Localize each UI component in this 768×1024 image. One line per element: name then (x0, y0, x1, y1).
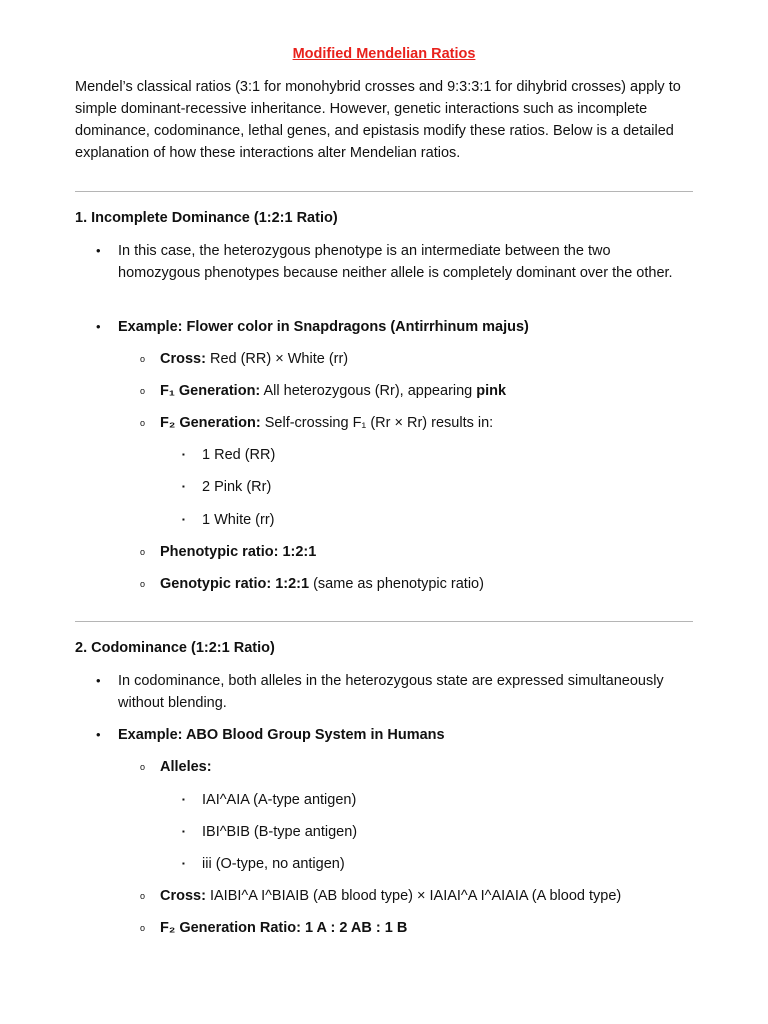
divider (75, 621, 693, 622)
f2-text: Self-crossing F₁ (Rr × Rr) results in: (264, 415, 494, 431)
square-marker: ▪ (182, 482, 185, 491)
section-heading-codominance: 2. Codominance (1:2:1 Ratio) (75, 640, 275, 656)
bullet-marker: • (96, 673, 101, 688)
list-item: 1 Red (RR) (202, 447, 276, 463)
square-marker: ▪ (182, 515, 185, 524)
genotypic-ratio-item (160, 573, 484, 595)
circle-marker: o (140, 418, 146, 428)
cross-item (160, 885, 621, 907)
circle-marker: o (140, 547, 146, 557)
f1-item (160, 380, 506, 402)
list-item: iii (O-type, no antigen) (202, 856, 345, 872)
circle-marker: o (140, 762, 146, 772)
f1-label: F₁ Generation: (160, 383, 261, 399)
list-item: 1 White (rr) (202, 512, 275, 528)
divider (75, 191, 693, 192)
bullet-marker: • (96, 727, 101, 742)
alleles-label: Alleles: (160, 759, 212, 775)
genotypic-label: Genotypic ratio: 1:2:1 (160, 576, 310, 592)
f2-item (160, 412, 493, 434)
circle-marker: o (140, 354, 146, 364)
list-item: IBI^BIB (B-type antigen) (202, 824, 358, 840)
f1-bold-word: pink (476, 383, 507, 399)
f2-label: F₂ Generation: (160, 415, 261, 431)
section-heading-incomplete-dominance: 1. Incomplete Dominance (1:2:1 Ratio) (75, 210, 338, 226)
cross-label: Cross: (160, 351, 206, 367)
square-marker: ▪ (182, 450, 185, 459)
example-heading: Example: ABO Blood Group System in Humans (118, 727, 445, 743)
section-description: In codominance, both alleles in the heterozygous state are expressed simultaneously without blending. (118, 673, 664, 711)
square-marker: ▪ (182, 827, 185, 836)
cross-text: IAIBI^A I^BIAIB (AB blood type) × IAIAI^A I^AIAIA (A blood type) (209, 888, 622, 904)
f1-text: All heterozygous (Rr), appearing (263, 383, 473, 399)
circle-marker: o (140, 579, 146, 589)
circle-marker: o (140, 923, 146, 933)
document-title: Modified Mendelian Ratios (292, 46, 476, 62)
section-description: In this case, the heterozygous phenotype is an intermediate between the two homozygous phenotypes because neither allele is completely dominant over the other. (118, 243, 673, 281)
phenotypic-ratio: Phenotypic ratio: 1:2:1 (160, 544, 317, 560)
square-marker: ▪ (182, 859, 185, 868)
circle-marker: o (140, 891, 146, 901)
cross-label: Cross: (160, 888, 206, 904)
intro-paragraph: Mendel’s classical ratios (3:1 for monohybrid crosses and 9:3:3:1 for dihybrid crosses) apply to simple dominant-recessive inheritance. However, genetic interactions such as incomplete dominance, codominance, lethal genes, and epistasis modify these ratios. Below is a detailed explanation of how these interactions alter Mendelian ratios. (75, 79, 681, 161)
list-item: IAI^AIA (A-type antigen) (202, 792, 357, 808)
cross-item (160, 348, 348, 370)
square-marker: ▪ (182, 795, 185, 804)
genotypic-text: (same as phenotypic ratio) (313, 576, 484, 592)
bullet-marker: • (96, 319, 101, 334)
circle-marker: o (140, 386, 146, 396)
f2-generation-ratio: F₂ Generation Ratio: 1 A : 2 AB : 1 B (160, 920, 408, 936)
example-heading: Example: Flower color in Snapdragons (Antirrhinum majus) (118, 319, 529, 335)
bullet-marker: • (96, 243, 101, 258)
cross-text: Red (RR) × White (rr) (209, 351, 349, 367)
list-item: 2 Pink (Rr) (202, 479, 272, 495)
